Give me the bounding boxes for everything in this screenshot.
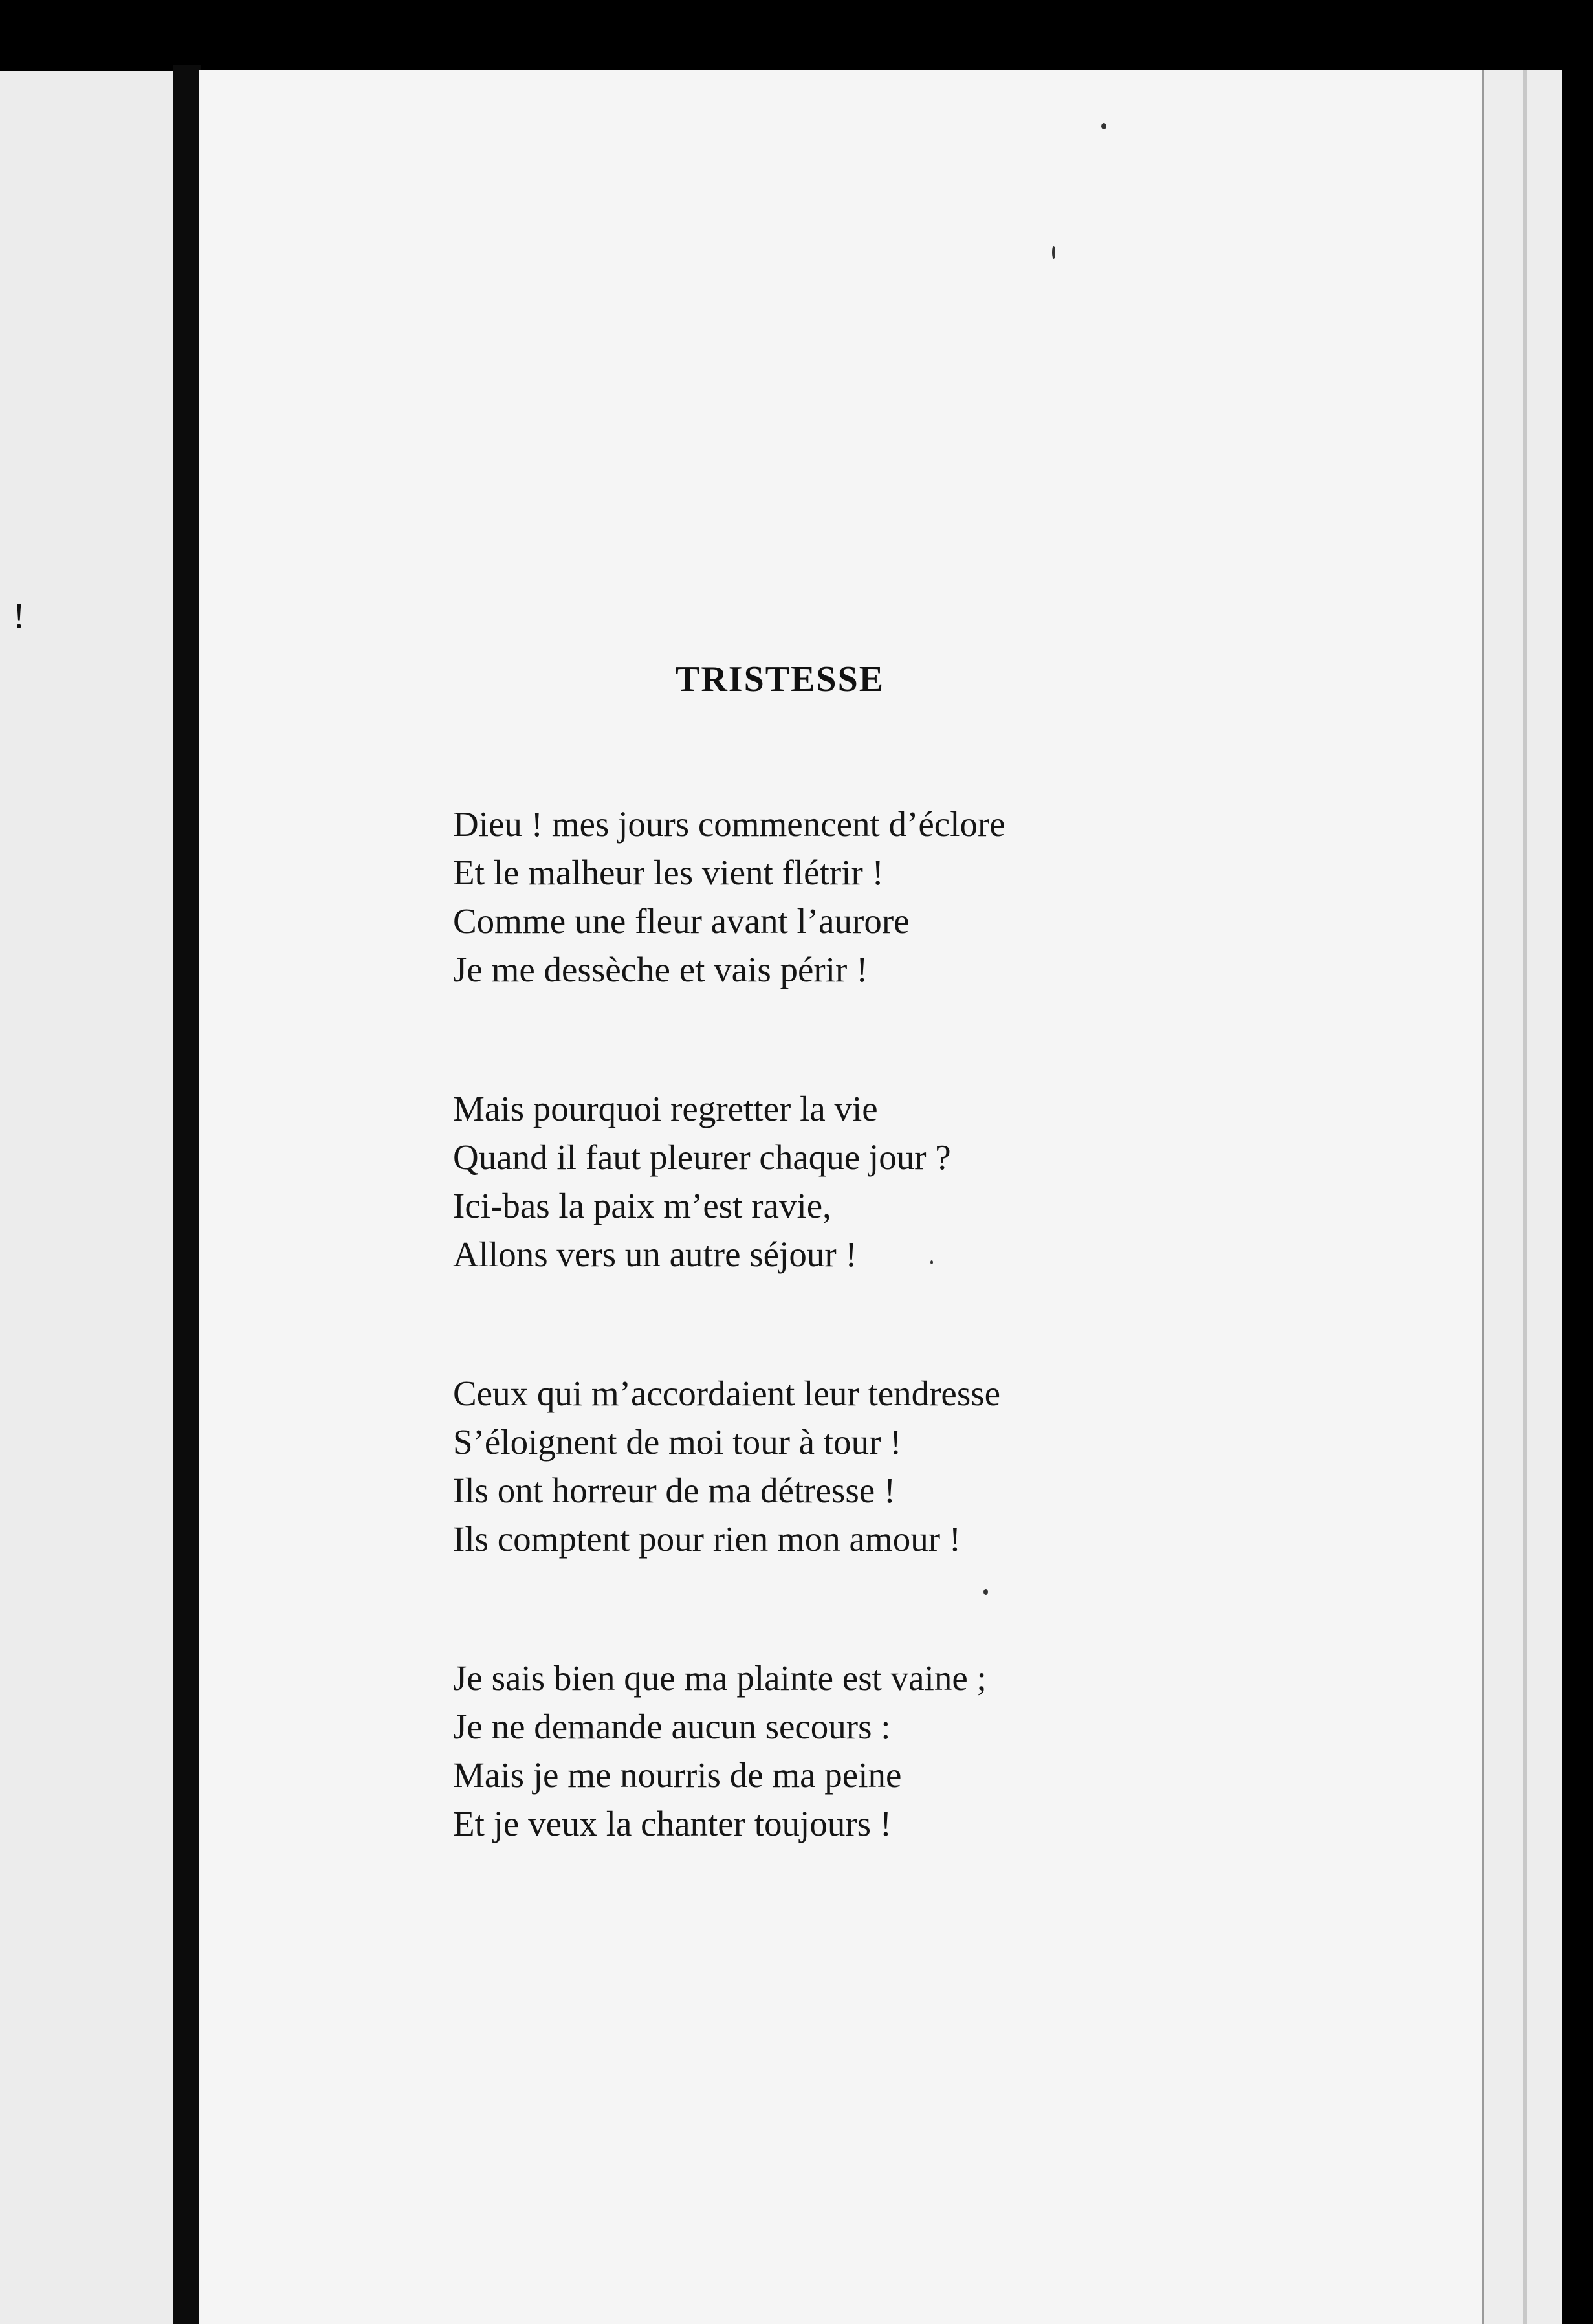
verse-line: S’éloignent de moi tour à tour ! — [453, 1422, 902, 1462]
verse-line: Je ne demande aucun secours : — [453, 1707, 891, 1746]
verse-line: Quand il faut pleurer chaque jour ? — [453, 1137, 951, 1177]
verse-line: Je me dessèche et vais périr ! — [453, 950, 868, 989]
verse-line: Allons vers un autre séjour ! — [453, 1234, 857, 1274]
stanza-1 — [453, 800, 1005, 994]
verse-line: Je sais bien que ma plainte est vaine ; — [453, 1658, 987, 1698]
verse-line: Et je veux la chanter toujours ! — [453, 1804, 892, 1843]
stanza-4 — [453, 1654, 987, 1848]
verse-line: Ils ont horreur de ma détresse ! — [453, 1471, 896, 1510]
verse-line: Ici-bas la paix m’est ravie, — [453, 1186, 831, 1225]
left-page-mark: ! — [13, 596, 25, 636]
ink-speck — [983, 1589, 988, 1595]
stanza-2 — [453, 1084, 951, 1278]
poem-title: TRISTESSE — [676, 659, 885, 699]
ink-speck — [1052, 246, 1055, 259]
verse-line: Et le malheur les vient flétrir ! — [453, 853, 884, 892]
book-gutter — [173, 65, 201, 2324]
page-edge-line — [1523, 70, 1527, 2324]
verse-line: Ceux qui m’accordaient leur tendresse — [453, 1374, 1001, 1413]
verse-line: Ils comptent pour rien mon amour ! — [453, 1519, 961, 1559]
ink-speck — [1101, 123, 1106, 129]
left-facing-page — [0, 71, 173, 2324]
verse-line: Comme une fleur avant l’aurore — [453, 901, 910, 941]
page-edge — [1482, 70, 1565, 2324]
verse-line: Dieu ! mes jours commencent d’éclore — [453, 804, 1005, 844]
scan-right-border — [1562, 65, 1593, 2324]
scan-top-border — [0, 0, 1593, 74]
verse-line: Mais je me nourris de ma peine — [453, 1755, 902, 1795]
verse-line: Mais pourquoi regretter la vie — [453, 1089, 878, 1128]
stanza-3 — [453, 1369, 1000, 1563]
